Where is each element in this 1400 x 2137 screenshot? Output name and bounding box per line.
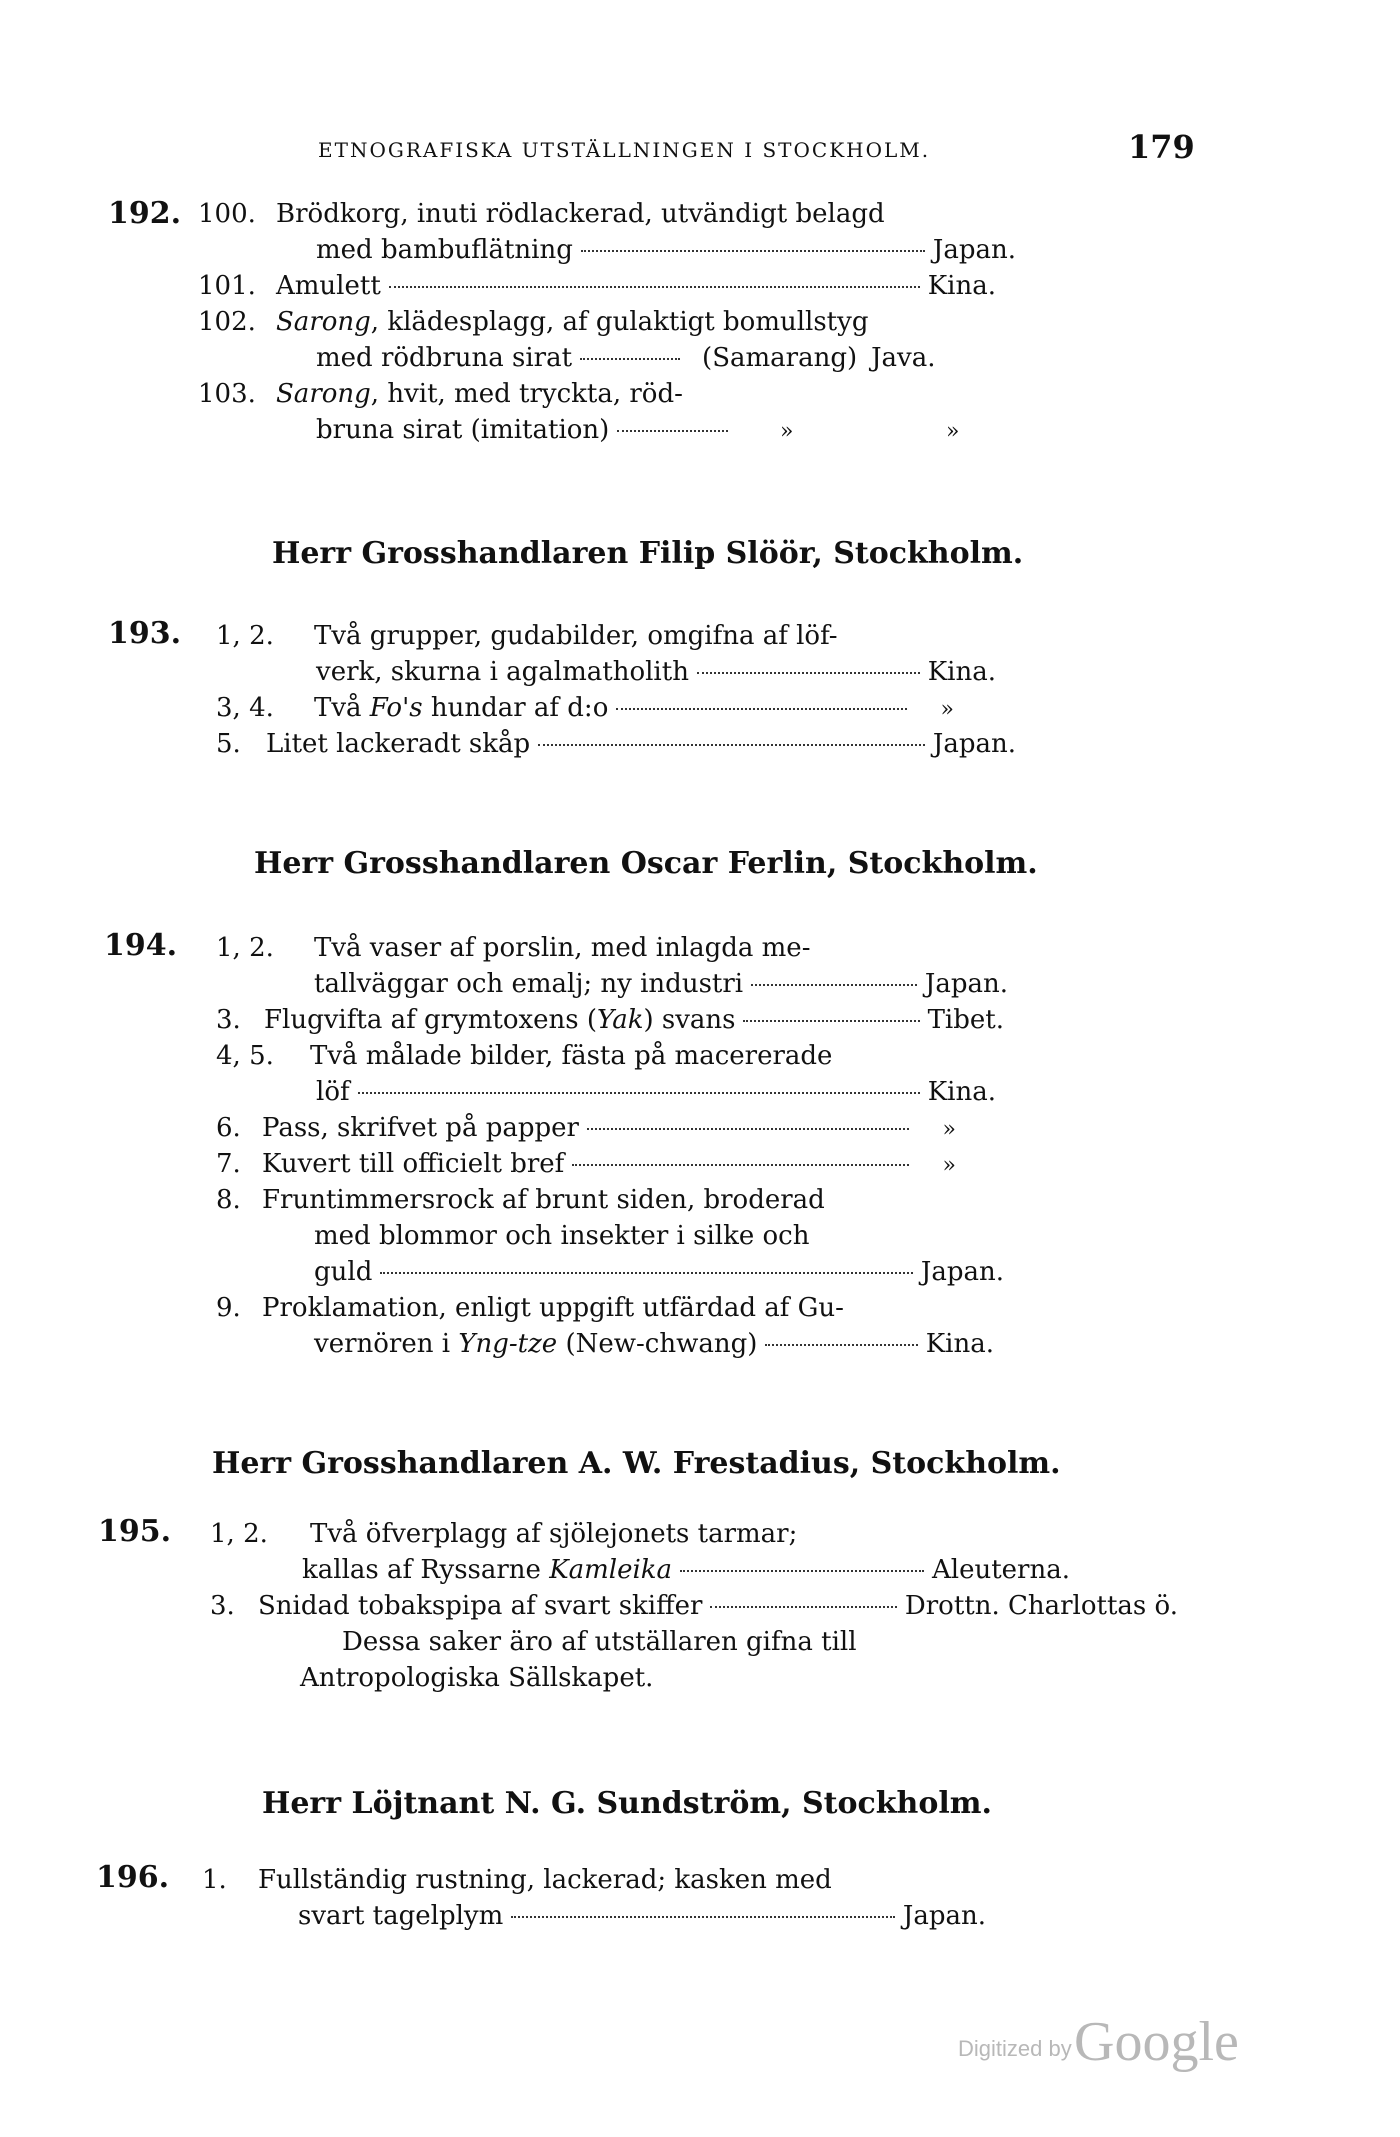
- item-text: Fruntimmersrock af brunt siden, broderad: [262, 1185, 825, 1215]
- item-text: Fullständig rustning, lackerad; kasken med: [258, 1865, 832, 1895]
- item-number: 1, 2.: [210, 1519, 268, 1549]
- item-origin: Kina.: [927, 657, 996, 687]
- item-origin: Drottn. Charlottas ö.: [904, 1591, 1178, 1621]
- dot-leader: [587, 1128, 909, 1130]
- dot-leader: [751, 984, 917, 986]
- entry-number: 193.: [108, 616, 182, 651]
- item-line: [264, 1002, 1004, 1038]
- item-italic-term: Kamleika: [549, 1555, 673, 1585]
- dot-leader: [680, 1570, 924, 1572]
- item-note: (Samarang): [702, 343, 858, 373]
- item-line: [316, 1074, 996, 1110]
- item-text-rest: (New-chwang): [557, 1329, 758, 1359]
- item-text: Pass, skrifvet på papper: [262, 1113, 579, 1143]
- item-italic-term: Yng-tze: [458, 1329, 558, 1359]
- item-origin: Kina.: [927, 271, 996, 301]
- item-line: [314, 1254, 1004, 1290]
- item-line: [266, 726, 1016, 762]
- ditto-mark: »: [940, 697, 954, 722]
- item-text-pre: Flugvifta af grymtoxens (: [264, 1005, 598, 1035]
- dot-leader: [617, 430, 728, 432]
- item-number: 1, 2.: [216, 933, 274, 963]
- item-line: [316, 654, 996, 690]
- item-number: 101.: [198, 271, 256, 301]
- item-text: bruna sirat (imitation): [316, 415, 610, 445]
- item-line: [316, 232, 1016, 268]
- item-text: Två vaser af porslin, med inlagda me-: [314, 933, 811, 963]
- item-text: Två grupper, gudabilder, omgifna af löf-: [314, 621, 838, 651]
- item-number: 6.: [216, 1113, 241, 1143]
- item-text-pre: Två: [314, 693, 370, 723]
- item-origin: Java.: [871, 343, 936, 373]
- item-origin: Japan.: [932, 235, 1016, 265]
- dot-leader: [511, 1916, 895, 1918]
- item-line: [314, 690, 954, 728]
- item-line: [298, 1898, 986, 1934]
- item-text: med bambuflätning: [316, 235, 573, 265]
- item-italic-term: Yak: [597, 1005, 644, 1035]
- item-number: 100.: [198, 199, 256, 229]
- ditto-mark: »: [946, 419, 960, 444]
- item-line: [276, 268, 996, 304]
- item-text: [276, 376, 683, 412]
- dot-leader: [743, 1020, 919, 1022]
- item-text: Två öfverplagg af sjölejonets tarmar;: [310, 1519, 798, 1549]
- item-line: [316, 340, 996, 376]
- ditto-mark: »: [942, 1153, 956, 1178]
- item-number: 3.: [216, 1005, 241, 1035]
- item-text: svart tagelplym: [298, 1901, 504, 1931]
- item-number: 1.: [202, 1865, 227, 1895]
- item-text-rest: hundar af d:o: [422, 693, 609, 723]
- section-heading: Herr Löjtnant N. G. Sundström, Stockholm.: [262, 1786, 992, 1821]
- item-origin: Japan.: [932, 729, 1016, 759]
- item-text: Snidad tobakspipa af svart skiffer: [258, 1591, 703, 1621]
- dot-leader: [765, 1344, 917, 1346]
- item-line: [316, 412, 736, 448]
- item-number: 3.: [210, 1591, 235, 1621]
- item-text: [302, 1552, 672, 1588]
- item-text-pre: vernören i: [314, 1329, 459, 1359]
- item-origin: Tibet.: [927, 1005, 1004, 1035]
- item-number: 1, 2.: [216, 621, 274, 651]
- dot-leader: [616, 708, 906, 710]
- item-text: tallväggar och emalj; ny industri: [314, 969, 744, 999]
- item-text-rest: ) svans: [643, 1005, 736, 1035]
- dot-leader: [538, 744, 925, 746]
- section-heading: Herr Grosshandlaren Filip Slöör, Stockholm.: [272, 536, 1024, 571]
- item-number: 103.: [198, 379, 256, 409]
- item-italic-term: Fo's: [369, 693, 423, 723]
- entry-number: 192.: [108, 196, 182, 231]
- item-italic-term: Sarong: [276, 379, 371, 409]
- running-header: ETNOGRAFISKA UTSTÄLLNINGEN I STOCKHOLM.: [318, 138, 931, 162]
- item-text: [314, 1326, 757, 1362]
- dot-leader: [358, 1092, 920, 1094]
- dot-leader: [389, 286, 920, 288]
- item-text: verk, skurna i agalmatholith: [316, 657, 689, 687]
- item-text: med rödbruna sirat: [316, 343, 573, 373]
- item-number: 4, 5.: [216, 1041, 274, 1071]
- ditto-mark: »: [942, 1117, 956, 1142]
- section-heading: Herr Grosshandlaren A. W. Frestadius, Stockholm.: [212, 1446, 1061, 1481]
- item-text: Proklamation, enligt uppgift utfärdad af Gu-: [262, 1293, 844, 1323]
- item-origin: Kina.: [925, 1329, 994, 1359]
- page-number: 179: [1128, 128, 1195, 166]
- item-number: 8.: [216, 1185, 241, 1215]
- item-text-rest: , klädesplagg, af gulaktigt bomullstyg: [370, 307, 869, 337]
- ditto-mark: »: [780, 419, 794, 444]
- item-italic-term: Sarong: [276, 307, 371, 337]
- item-origin: Japan.: [924, 969, 1008, 999]
- note-text: Dessa saker äro af utställaren gifna till: [342, 1627, 857, 1657]
- item-number: 9.: [216, 1293, 241, 1323]
- item-line: [314, 966, 1008, 1002]
- item-text-pre: kallas af Ryssarne: [302, 1555, 550, 1585]
- dot-leader: [581, 250, 925, 252]
- section-heading: Herr Grosshandlaren Oscar Ferlin, Stockholm.: [254, 846, 1038, 881]
- entry-number: 194.: [104, 928, 178, 963]
- item-text: guld: [314, 1257, 373, 1287]
- item-text: Amulett: [276, 271, 381, 301]
- item-origin: Aleuterna.: [932, 1555, 1070, 1585]
- entry-number: 196.: [96, 1860, 170, 1895]
- note-text: Antropologiska Sällskapet.: [300, 1663, 654, 1693]
- item-number: 102.: [198, 307, 256, 337]
- item-line: [262, 1146, 956, 1184]
- item-origin: Japan.: [902, 1901, 986, 1931]
- item-text: Två målade bilder, fästa på macererade: [310, 1041, 833, 1071]
- item-number: 3, 4.: [216, 693, 274, 723]
- item-text: Litet lackeradt skåp: [266, 729, 531, 759]
- item-line: [302, 1552, 1070, 1588]
- item-origin: Japan.: [920, 1257, 1004, 1287]
- item-line: [314, 1326, 994, 1362]
- item-text: Brödkorg, inuti rödlackerad, utvändigt belagd: [276, 199, 885, 229]
- item-text: med blommor och insekter i silke och: [314, 1221, 810, 1251]
- entry-number: 195.: [98, 1514, 172, 1549]
- watermark-brand: Google: [1074, 2011, 1239, 2073]
- item-text: [264, 1002, 735, 1038]
- dot-leader: [572, 1164, 908, 1166]
- item-number: 5.: [216, 729, 241, 759]
- dot-leader: [697, 672, 920, 674]
- item-number: 7.: [216, 1149, 241, 1179]
- item-line: [258, 1588, 1178, 1624]
- item-text: Kuvert till officielt bref: [262, 1149, 565, 1179]
- dot-leader: [710, 1606, 896, 1608]
- item-text: löf: [316, 1077, 350, 1107]
- dot-leader: [580, 358, 680, 360]
- watermark-prefix: Digitized by: [958, 2036, 1072, 2061]
- item-text: [314, 690, 608, 726]
- item-text-rest: , hvit, med tryckta, röd-: [370, 379, 683, 409]
- item-text: [276, 304, 868, 340]
- item-line: [262, 1110, 956, 1148]
- item-origin: Kina.: [927, 1077, 996, 1107]
- dot-leader: [380, 1272, 913, 1274]
